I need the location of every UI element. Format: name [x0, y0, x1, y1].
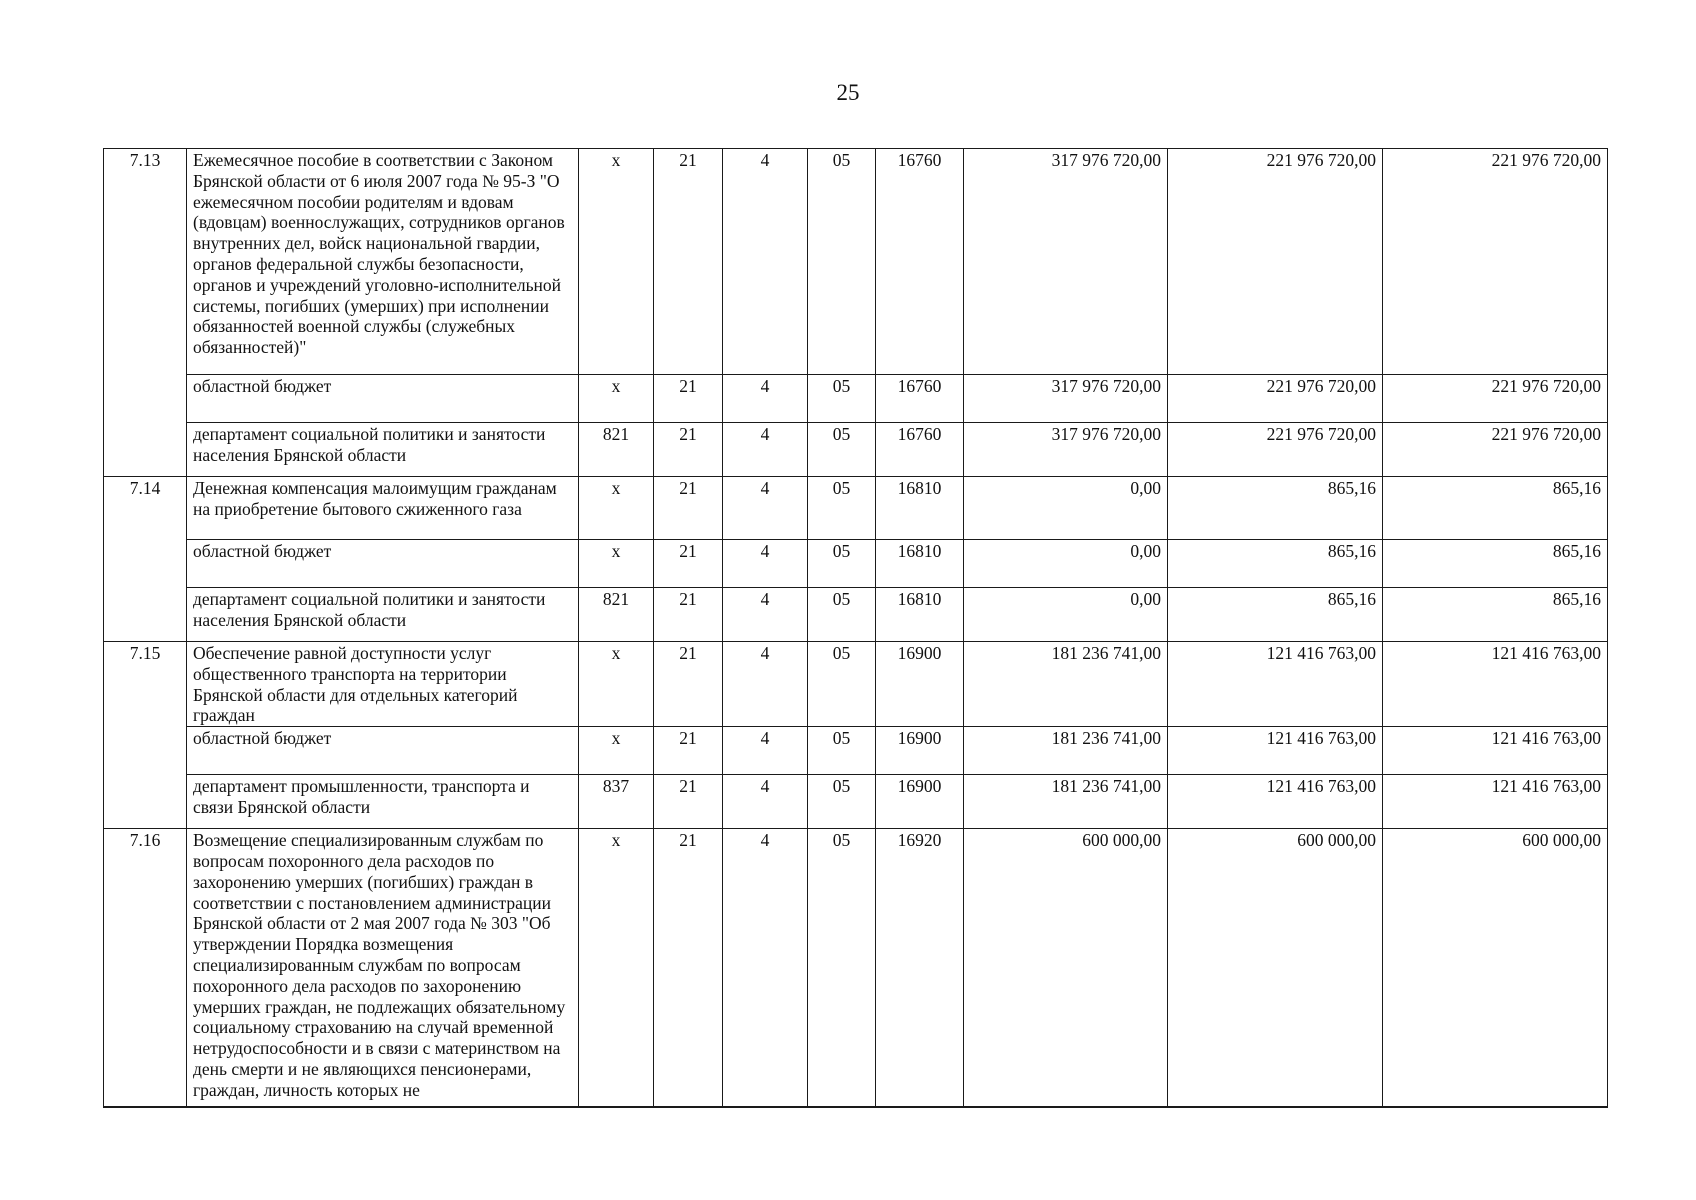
item-description: областной бюджет: [187, 540, 579, 588]
amount-cell: 121 416 763,00: [1383, 775, 1608, 829]
admin-code: х: [579, 540, 654, 588]
amount-cell: 221 976 720,00: [1383, 375, 1608, 423]
amount-cell: 121 416 763,00: [1168, 775, 1383, 829]
amount-cell: 865,16: [1383, 477, 1608, 540]
code-cell: 05: [808, 727, 876, 775]
admin-code: х: [579, 829, 654, 1108]
amount-cell: 221 976 720,00: [1383, 423, 1608, 477]
code-cell: 16810: [876, 540, 964, 588]
item-number: 7.13: [104, 149, 187, 477]
amount-cell: 121 416 763,00: [1168, 642, 1383, 727]
amount-cell: 0,00: [964, 588, 1168, 642]
admin-code: 821: [579, 588, 654, 642]
admin-code: х: [579, 642, 654, 727]
admin-code: х: [579, 149, 654, 375]
code-cell: 21: [654, 588, 723, 642]
amount-cell: 865,16: [1168, 477, 1383, 540]
table-row-7-16: [104, 829, 1608, 1108]
admin-code: 837: [579, 775, 654, 829]
code-cell: 21: [654, 642, 723, 727]
table-row-department: [104, 423, 1608, 477]
budget-table: [103, 148, 1608, 1108]
page-number: 25: [836, 80, 860, 105]
table-row-7-15: [104, 642, 1608, 727]
code-cell: 21: [654, 477, 723, 540]
admin-code: х: [579, 727, 654, 775]
item-description: Ежемесячное пособие в соответствии с Законом Брянской области от 6 июля 2007 года № 95-З "О ежемесячном пособии родителям и вдовам (вдовцам) военнослужащих, сотрудников органов внутренних дел, войск национальной гвардии, органов федеральной службы безопасности, органов и учреждений уголовно-исполнительной системы, погибших (умерших) при исполнении обязанностей военной службы (служебных обязанностей)": [187, 149, 579, 375]
code-cell: 16760: [876, 423, 964, 477]
code-cell: 16920: [876, 829, 964, 1108]
amount-cell: 121 416 763,00: [1168, 727, 1383, 775]
amount-cell: 0,00: [964, 540, 1168, 588]
code-cell: 21: [654, 149, 723, 375]
code-cell: 16810: [876, 588, 964, 642]
code-cell: 16810: [876, 477, 964, 540]
item-description: Обеспечение равной доступности услуг общественного транспорта на территории Брянской области для отдельных категорий граждан: [187, 642, 579, 727]
amount-cell: 0,00: [964, 477, 1168, 540]
amount-cell: 181 236 741,00: [964, 727, 1168, 775]
code-cell: 05: [808, 540, 876, 588]
code-cell: 05: [808, 375, 876, 423]
code-cell: 05: [808, 149, 876, 375]
item-number: 7.14: [104, 477, 187, 642]
code-cell: 4: [723, 829, 808, 1108]
item-description: областной бюджет: [187, 727, 579, 775]
code-cell: 05: [808, 829, 876, 1108]
code-cell: 4: [723, 477, 808, 540]
item-description: департамент промышленности, транспорта и связи Брянской области: [187, 775, 579, 829]
amount-cell: 600 000,00: [964, 829, 1168, 1108]
code-cell: 4: [723, 540, 808, 588]
code-cell: 16760: [876, 149, 964, 375]
amount-cell: 317 976 720,00: [964, 149, 1168, 375]
table-row-regional-budget: [104, 375, 1608, 423]
code-cell: 05: [808, 642, 876, 727]
table-row-7-14: [104, 477, 1608, 540]
admin-code: 821: [579, 423, 654, 477]
amount-cell: 221 976 720,00: [1383, 149, 1608, 375]
code-cell: 05: [808, 477, 876, 540]
amount-cell: 221 976 720,00: [1168, 149, 1383, 375]
amount-cell: 121 416 763,00: [1383, 642, 1608, 727]
code-cell: 21: [654, 423, 723, 477]
code-cell: 05: [808, 588, 876, 642]
item-description: департамент социальной политики и занятости населения Брянской области: [187, 588, 579, 642]
code-cell: 21: [654, 540, 723, 588]
amount-cell: 221 976 720,00: [1168, 375, 1383, 423]
code-cell: 21: [654, 775, 723, 829]
code-cell: 4: [723, 642, 808, 727]
code-cell: 21: [654, 829, 723, 1108]
code-cell: 05: [808, 423, 876, 477]
code-cell: 4: [723, 727, 808, 775]
item-description: областной бюджет: [187, 375, 579, 423]
item-description: Денежная компенсация малоимущим гражданам на приобретение бытового сжиженного газа: [187, 477, 579, 540]
code-cell: 4: [723, 423, 808, 477]
code-cell: 4: [723, 149, 808, 375]
amount-cell: 317 976 720,00: [964, 423, 1168, 477]
amount-cell: 121 416 763,00: [1383, 727, 1608, 775]
amount-cell: 181 236 741,00: [964, 775, 1168, 829]
table-row-7-13: [104, 149, 1608, 375]
code-cell: 16900: [876, 775, 964, 829]
amount-cell: 865,16: [1168, 540, 1383, 588]
amount-cell: 600 000,00: [1383, 829, 1608, 1108]
admin-code: х: [579, 375, 654, 423]
admin-code: х: [579, 477, 654, 540]
item-description: Возмещение специализированным службам по вопросам похоронного дела расходов по захоронению умерших (погибших) граждан в соответствии с постановлением администрации Брянской области от 2 мая 2007 года № 303 "Об утверждении Порядка возмещения специализированным службам по вопросам похоронного дела расходов по захоронению умерших граждан, не подлежащих обязательному социальному страхованию на случай временной нетрудоспособности и в связи с материнством на день смерти и не являющихся пенсионерами, граждан, личность которых не: [187, 829, 579, 1108]
item-number: 7.16: [104, 829, 187, 1108]
amount-cell: 600 000,00: [1168, 829, 1383, 1108]
item-description: департамент социальной политики и занятости населения Брянской области: [187, 423, 579, 477]
code-cell: 05: [808, 775, 876, 829]
item-number: 7.15: [104, 642, 187, 829]
table-row-department: [104, 775, 1608, 829]
amount-cell: 865,16: [1383, 588, 1608, 642]
code-cell: 16900: [876, 727, 964, 775]
code-cell: 21: [654, 375, 723, 423]
amount-cell: 865,16: [1383, 540, 1608, 588]
amount-cell: 181 236 741,00: [964, 642, 1168, 727]
amount-cell: 221 976 720,00: [1168, 423, 1383, 477]
code-cell: 4: [723, 588, 808, 642]
code-cell: 16760: [876, 375, 964, 423]
amount-cell: 865,16: [1168, 588, 1383, 642]
table-row-regional-budget: [104, 540, 1608, 588]
table-row-regional-budget: [104, 727, 1608, 775]
code-cell: 4: [723, 775, 808, 829]
code-cell: 21: [654, 727, 723, 775]
code-cell: 4: [723, 375, 808, 423]
table-row-department: [104, 588, 1608, 642]
code-cell: 16900: [876, 642, 964, 727]
amount-cell: 317 976 720,00: [964, 375, 1168, 423]
